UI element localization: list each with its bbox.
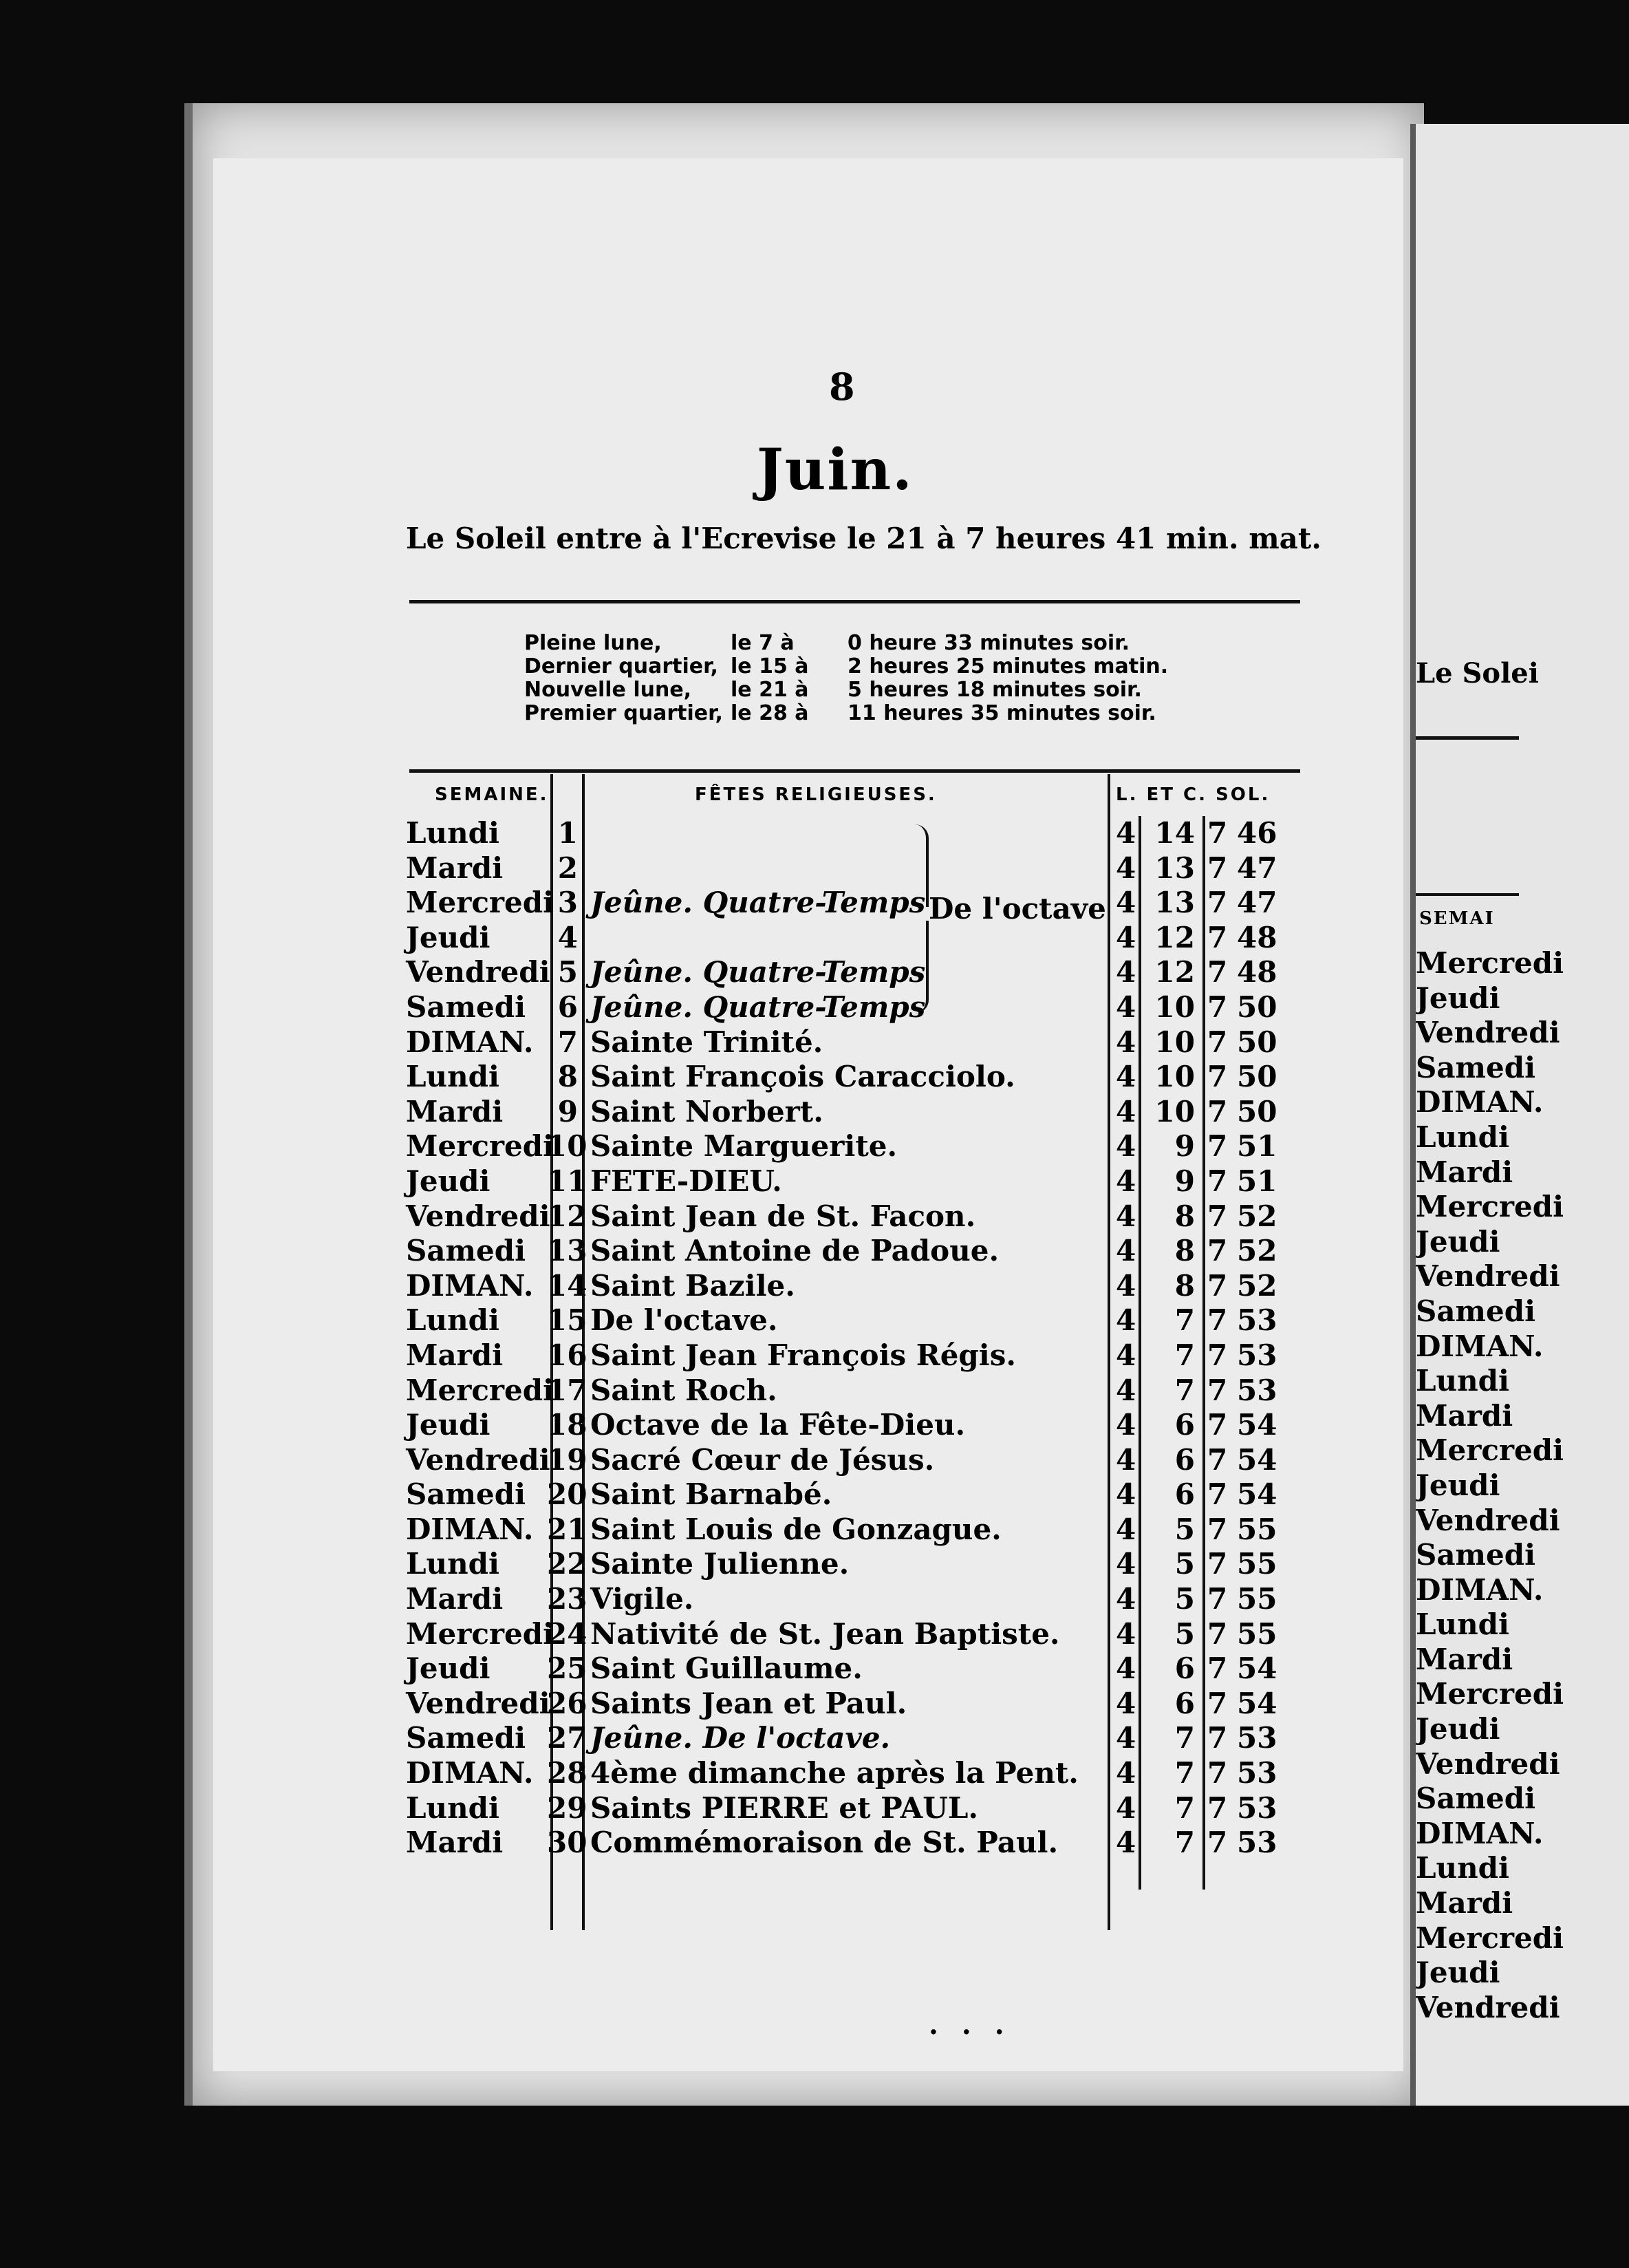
feast-cell: De l'octave. (590, 1303, 778, 1338)
date-cell: 26 (547, 1686, 587, 1720)
day-cell: Mardi (406, 1094, 504, 1128)
sunset-minute-cell: 55 (1237, 1582, 1277, 1616)
day-cell: DIMAN. (406, 1756, 534, 1790)
feast-cell: Saint Roch. (590, 1373, 777, 1407)
date-cell: 7 (557, 1025, 578, 1059)
day-cell: Mardi (406, 1582, 504, 1616)
date-cell: 21 (547, 1512, 587, 1546)
sunrise-hour-cell: 4 (1116, 1025, 1136, 1059)
sunrise-minute-cell: 7 (1174, 1756, 1195, 1790)
date-cell: 27 (547, 1721, 587, 1755)
date-cell: 29 (547, 1790, 587, 1825)
sunset-minute-cell: 50 (1237, 1094, 1277, 1128)
day-cell: Samedi (406, 989, 526, 1024)
sunrise-hour-cell: 4 (1116, 1373, 1136, 1407)
right-page-day: Mercredi (1416, 1190, 1564, 1224)
sunrise-minute-cell: 12 (1154, 920, 1195, 954)
day-cell: Jeudi (406, 1651, 490, 1686)
sunset-minute-cell: 46 (1237, 816, 1277, 850)
day-cell: DIMAN. (406, 1268, 534, 1303)
table-row (406, 1303, 1307, 1338)
sunrise-hour-cell: 4 (1116, 1721, 1136, 1755)
right-page-days (1416, 946, 1564, 2025)
right-page-day: Mercredi (1416, 946, 1564, 980)
table-row (406, 1234, 1307, 1269)
feast-cell: Saint Guillaume. (590, 1651, 863, 1686)
date-cell: 13 (547, 1234, 587, 1268)
sunrise-minute-cell: 10 (1154, 1094, 1195, 1128)
right-page (1410, 124, 1629, 2106)
right-page-day: Mercredi (1416, 1433, 1564, 1468)
day-cell: Mardi (406, 1826, 504, 1860)
right-page-day: Mardi (1416, 1155, 1513, 1189)
moon-phase-row: Pleine lune, le 7 à 0 heure 33 minutes soir. (524, 631, 1130, 655)
table-top-rule (409, 769, 1300, 773)
table-row (406, 1547, 1307, 1582)
right-page-day: Mardi (1416, 1642, 1513, 1676)
sunset-minute-cell: 52 (1237, 1199, 1277, 1233)
top-rule (409, 600, 1300, 603)
header-sol: L. ET C. SOL. (1116, 784, 1271, 805)
right-page-day: Lundi (1416, 1607, 1509, 1642)
day-cell: Lundi (406, 1547, 499, 1581)
sunrise-hour-cell: 4 (1116, 1268, 1136, 1303)
date-cell: 2 (557, 850, 578, 885)
sunset-minute-cell: 53 (1237, 1790, 1277, 1825)
day-cell: Jeudi (406, 1164, 490, 1198)
table-row (406, 1651, 1307, 1687)
date-cell: 3 (557, 886, 578, 920)
sunrise-hour-cell: 4 (1116, 1060, 1136, 1094)
feast-cell: 4ème dimanche après la Pent. (590, 1756, 1079, 1790)
date-cell: 15 (547, 1303, 587, 1338)
sunset-minute-cell: 47 (1237, 886, 1277, 920)
right-page-day: Samedi (1416, 1782, 1536, 1816)
moon-phase-row: Dernier quartier, le 15 à 2 heures 25 minutes matin. (524, 654, 1169, 678)
sunset-hour-cell: 7 (1207, 1721, 1228, 1755)
sunrise-minute-cell: 7 (1174, 1338, 1195, 1372)
day-cell: Samedi (406, 1477, 526, 1512)
sunrise-hour-cell: 4 (1116, 816, 1136, 850)
sunset-minute-cell: 54 (1237, 1408, 1277, 1442)
day-cell: DIMAN. (406, 1512, 534, 1546)
sunset-minute-cell: 50 (1237, 1060, 1277, 1094)
sunset-minute-cell: 48 (1237, 920, 1277, 954)
octave-note: De l'octave (929, 892, 1106, 926)
date-cell: 5 (557, 955, 578, 989)
sunrise-minute-cell: 8 (1174, 1199, 1195, 1233)
sun-entry-line: Le Soleil entre à l'Ecrevise le 21 à 7 heures 41 min. mat. (406, 522, 1321, 555)
right-page-day: DIMAN. (1416, 1329, 1544, 1363)
table-row (406, 886, 1307, 921)
right-page-day: Jeudi (1416, 1712, 1500, 1746)
month-title: Juin. (757, 437, 914, 503)
sunset-hour-cell: 7 (1207, 1651, 1228, 1686)
sunrise-hour-cell: 4 (1116, 920, 1136, 954)
feast-cell: Sainte Marguerite. (590, 1129, 898, 1164)
sunset-hour-cell: 7 (1207, 955, 1228, 989)
sunset-hour-cell: 7 (1207, 1512, 1228, 1546)
table-row (406, 1164, 1307, 1199)
sunrise-minute-cell: 6 (1174, 1477, 1195, 1512)
sunset-hour-cell: 7 (1207, 1338, 1228, 1372)
sunset-hour-cell: 7 (1207, 1477, 1228, 1512)
table-row (406, 1025, 1307, 1060)
feast-cell: Nativité de St. Jean Baptiste. (590, 1616, 1060, 1651)
day-cell: Vendredi (406, 955, 550, 989)
sunrise-hour-cell: 4 (1116, 1164, 1136, 1198)
right-page-day: Mercredi (1416, 1677, 1564, 1711)
sunrise-minute-cell: 7 (1174, 1373, 1195, 1407)
date-cell: 28 (547, 1756, 587, 1790)
feast-cell: Saint Bazile. (590, 1268, 795, 1303)
table-row (406, 1721, 1307, 1756)
day-cell: Mardi (406, 1338, 504, 1372)
date-cell: 17 (547, 1373, 587, 1407)
right-page-day: Lundi (1416, 1851, 1509, 1885)
sunrise-minute-cell: 5 (1174, 1582, 1195, 1616)
sunset-hour-cell: 7 (1207, 1686, 1228, 1720)
right-page-day: Lundi (1416, 1364, 1509, 1398)
sunrise-hour-cell: 4 (1116, 1756, 1136, 1790)
sunset-hour-cell: 7 (1207, 1060, 1228, 1094)
page-number: 8 (829, 365, 855, 409)
table-row (406, 1199, 1307, 1234)
table-row (406, 1791, 1307, 1826)
table-row (406, 1129, 1307, 1164)
right-page-day: Mercredi (1416, 1921, 1564, 1955)
sunset-minute-cell: 53 (1237, 1338, 1277, 1372)
right-page-day: Vendredi (1416, 1990, 1560, 2024)
date-cell: 4 (557, 920, 578, 954)
feast-cell: Saint François Caracciolo. (590, 1060, 1015, 1094)
sunrise-minute-cell: 5 (1174, 1616, 1195, 1651)
feast-cell: FETE-DIEU. (590, 1164, 782, 1198)
sunset-minute-cell: 47 (1237, 850, 1277, 885)
day-cell: Lundi (406, 816, 499, 850)
day-cell: DIMAN. (406, 1025, 534, 1059)
sunrise-hour-cell: 4 (1116, 1408, 1136, 1442)
table-row (406, 1095, 1307, 1130)
feast-cell: Saint Antoine de Padoue. (590, 1234, 1000, 1268)
sunset-hour-cell: 7 (1207, 1616, 1228, 1651)
sunset-minute-cell: 50 (1237, 989, 1277, 1024)
sunset-minute-cell: 55 (1237, 1512, 1277, 1546)
right-page-day: Mardi (1416, 1398, 1513, 1433)
header-semaine: SEMAINE. (435, 784, 549, 805)
sunset-hour-cell: 7 (1207, 1582, 1228, 1616)
table-row (406, 921, 1307, 956)
day-cell: Vendredi (406, 1442, 550, 1477)
day-cell: Lundi (406, 1060, 499, 1094)
feast-cell: Sacré Cœur de Jésus. (590, 1442, 935, 1477)
right-page-day: Samedi (1416, 1294, 1536, 1328)
sunset-minute-cell: 55 (1237, 1547, 1277, 1581)
day-cell: Jeudi (406, 920, 490, 954)
sunrise-hour-cell: 4 (1116, 1512, 1136, 1546)
table-row (406, 1408, 1307, 1443)
right-page-day: DIMAN. (1416, 1085, 1544, 1120)
table-row (406, 816, 1307, 851)
day-cell: Lundi (406, 1303, 499, 1338)
sunrise-minute-cell: 10 (1154, 989, 1195, 1024)
right-page-day: Vendredi (1416, 1503, 1560, 1537)
right-page-day: Samedi (1416, 1538, 1536, 1572)
sunrise-hour-cell: 4 (1116, 1477, 1136, 1512)
date-cell: 19 (547, 1442, 587, 1477)
date-cell: 22 (547, 1547, 587, 1581)
day-cell: Vendredi (406, 1199, 550, 1233)
sunrise-minute-cell: 14 (1154, 816, 1195, 850)
date-cell: 9 (557, 1094, 578, 1128)
sunrise-minute-cell: 6 (1174, 1686, 1195, 1720)
header-fetes: FÊTES RELIGIEUSES. (695, 784, 937, 805)
feast-cell: Octave de la Fête-Dieu. (590, 1408, 966, 1442)
right-page-title: Le Solei (1416, 657, 1539, 689)
sunset-hour-cell: 7 (1207, 1547, 1228, 1581)
sunset-minute-cell: 54 (1237, 1651, 1277, 1686)
sunrise-hour-cell: 4 (1116, 1129, 1136, 1164)
right-page-day: DIMAN. (1416, 1816, 1544, 1850)
sunrise-minute-cell: 13 (1154, 886, 1195, 920)
feast-cell: Saints PIERRE et PAUL. (590, 1790, 979, 1825)
date-cell: 30 (547, 1826, 587, 1860)
sunrise-hour-cell: 4 (1116, 1303, 1136, 1338)
sunset-minute-cell: 48 (1237, 955, 1277, 989)
sunrise-hour-cell: 4 (1116, 1547, 1136, 1581)
sunrise-hour-cell: 4 (1116, 1651, 1136, 1686)
table-row (406, 1582, 1307, 1617)
day-cell: Mercredi (406, 1129, 554, 1164)
table-row (406, 1373, 1307, 1409)
sunset-hour-cell: 7 (1207, 850, 1228, 885)
moon-phase-row: Premier quartier, le 28 à 11 heures 35 minutes soir. (524, 701, 1156, 725)
table-row (406, 1756, 1307, 1791)
date-cell: 16 (547, 1338, 587, 1372)
table-row (406, 1338, 1307, 1373)
sunset-minute-cell: 53 (1237, 1721, 1277, 1755)
sunset-minute-cell: 52 (1237, 1268, 1277, 1303)
sunrise-hour-cell: 4 (1116, 1199, 1136, 1233)
sunset-hour-cell: 7 (1207, 1303, 1228, 1338)
sunrise-hour-cell: 4 (1116, 1582, 1136, 1616)
right-page-day: Lundi (1416, 1120, 1509, 1154)
sunset-hour-cell: 7 (1207, 1826, 1228, 1860)
right-page-day: Jeudi (1416, 1468, 1500, 1502)
right-page-day: Jeudi (1416, 981, 1500, 1015)
right-page-day: Vendredi (1416, 1259, 1560, 1294)
right-page-day: Samedi (1416, 1050, 1536, 1084)
right-page-day: DIMAN. (1416, 1572, 1544, 1607)
right-page-day: Vendredi (1416, 1016, 1560, 1050)
sunset-minute-cell: 55 (1237, 1616, 1277, 1651)
sunset-hour-cell: 7 (1207, 1234, 1228, 1268)
feast-cell: Jeûne. Quatre-Temps (590, 955, 926, 989)
sunset-hour-cell: 7 (1207, 886, 1228, 920)
moon-phases (524, 632, 1168, 725)
sunset-hour-cell: 7 (1207, 989, 1228, 1024)
right-page-day: Mardi (1416, 1886, 1513, 1921)
date-cell: 12 (547, 1199, 587, 1233)
sunset-hour-cell: 7 (1207, 1094, 1228, 1128)
sunrise-minute-cell: 6 (1174, 1442, 1195, 1477)
moon-phase-row: Nouvelle lune, le 21 à 5 heures 18 minutes soir. (524, 678, 1142, 702)
sunrise-minute-cell: 8 (1174, 1234, 1195, 1268)
feast-cell: Vigile. (590, 1582, 694, 1616)
feast-cell: Sainte Julienne. (590, 1547, 850, 1581)
table-row (406, 1687, 1307, 1722)
sunset-minute-cell: 51 (1237, 1164, 1277, 1198)
sunset-hour-cell: 7 (1207, 1268, 1228, 1303)
sunrise-minute-cell: 9 (1174, 1164, 1195, 1198)
feast-cell: Saint Jean de St. Facon. (590, 1199, 976, 1233)
day-cell: Jeudi (406, 1408, 490, 1442)
sunrise-hour-cell: 4 (1116, 955, 1136, 989)
day-cell: Mercredi (406, 1616, 554, 1651)
right-page-day: Jeudi (1416, 1224, 1500, 1259)
feast-cell: Jeûne. Quatre-Temps (590, 886, 926, 920)
sunrise-hour-cell: 4 (1116, 886, 1136, 920)
sunset-hour-cell: 7 (1207, 1373, 1228, 1407)
date-cell: 6 (557, 989, 578, 1024)
sunrise-minute-cell: 12 (1154, 955, 1195, 989)
right-page-table-rule (1416, 893, 1519, 896)
table-row (406, 990, 1307, 1025)
calendar-table (406, 816, 1307, 1861)
footer-dots: · · · (929, 2016, 1011, 2048)
sunrise-hour-cell: 4 (1116, 1616, 1136, 1651)
sunrise-minute-cell: 9 (1174, 1129, 1195, 1164)
table-row (406, 1269, 1307, 1304)
sunset-hour-cell: 7 (1207, 1408, 1228, 1442)
right-page-day: Jeudi (1416, 1956, 1500, 1990)
date-cell: 8 (557, 1060, 578, 1094)
sunrise-hour-cell: 4 (1116, 989, 1136, 1024)
table-row (406, 1617, 1307, 1652)
day-cell: Lundi (406, 1790, 499, 1825)
sunrise-minute-cell: 13 (1154, 850, 1195, 885)
feast-cell: Commémoraison de St. Paul. (590, 1826, 1059, 1860)
sunrise-minute-cell: 10 (1154, 1060, 1195, 1094)
date-cell: 11 (547, 1164, 587, 1198)
sunrise-hour-cell: 4 (1116, 850, 1136, 885)
right-page-header: SEMAI (1419, 908, 1495, 929)
sunset-minute-cell: 53 (1237, 1303, 1277, 1338)
day-cell: Vendredi (406, 1686, 550, 1720)
sunrise-minute-cell: 6 (1174, 1408, 1195, 1442)
sunrise-minute-cell: 7 (1174, 1826, 1195, 1860)
sunset-minute-cell: 52 (1237, 1234, 1277, 1268)
right-page-rule (1416, 736, 1519, 740)
sunrise-hour-cell: 4 (1116, 1826, 1136, 1860)
sunset-hour-cell: 7 (1207, 1164, 1228, 1198)
feast-cell: Sainte Trinité. (590, 1025, 823, 1059)
sunset-minute-cell: 54 (1237, 1477, 1277, 1512)
sunset-hour-cell: 7 (1207, 816, 1228, 850)
sunset-hour-cell: 7 (1207, 1756, 1228, 1790)
sunset-hour-cell: 7 (1207, 1025, 1228, 1059)
sunrise-hour-cell: 4 (1116, 1790, 1136, 1825)
table-row (406, 1443, 1307, 1478)
date-cell: 25 (547, 1651, 587, 1686)
feast-cell: Jeûne. De l'octave. (590, 1721, 891, 1755)
sunrise-minute-cell: 8 (1174, 1268, 1195, 1303)
day-cell: Mercredi (406, 886, 554, 920)
sunset-hour-cell: 7 (1207, 1129, 1228, 1164)
date-cell: 20 (547, 1477, 587, 1512)
feast-cell: Saint Norbert. (590, 1094, 823, 1128)
sunset-minute-cell: 53 (1237, 1373, 1277, 1407)
day-cell: Samedi (406, 1721, 526, 1755)
day-cell: Mercredi (406, 1373, 554, 1407)
sunset-hour-cell: 7 (1207, 1442, 1228, 1477)
table-row (406, 1826, 1307, 1861)
table-row (406, 1512, 1307, 1548)
table-row (406, 1060, 1307, 1095)
sunrise-minute-cell: 5 (1174, 1547, 1195, 1581)
sunrise-hour-cell: 4 (1116, 1234, 1136, 1268)
date-cell: 23 (547, 1582, 587, 1616)
sunset-hour-cell: 7 (1207, 1790, 1228, 1825)
sunset-hour-cell: 7 (1207, 920, 1228, 954)
sunset-minute-cell: 53 (1237, 1826, 1277, 1860)
sunset-minute-cell: 51 (1237, 1129, 1277, 1164)
sunset-minute-cell: 54 (1237, 1442, 1277, 1477)
feast-cell: Jeûne. Quatre-Temps (590, 989, 926, 1024)
sunrise-hour-cell: 4 (1116, 1442, 1136, 1477)
sunrise-minute-cell: 5 (1174, 1512, 1195, 1546)
table-row (406, 1477, 1307, 1512)
right-page-day: Vendredi (1416, 1746, 1560, 1781)
date-cell: 18 (547, 1408, 587, 1442)
date-cell: 24 (547, 1616, 587, 1651)
sunrise-minute-cell: 6 (1174, 1651, 1195, 1686)
table-row (406, 851, 1307, 886)
sunset-minute-cell: 53 (1237, 1756, 1277, 1790)
feast-cell: Saint Barnabé. (590, 1477, 832, 1512)
day-cell: Samedi (406, 1234, 526, 1268)
sunrise-minute-cell: 7 (1174, 1303, 1195, 1338)
sunrise-hour-cell: 4 (1116, 1338, 1136, 1372)
sunset-minute-cell: 50 (1237, 1025, 1277, 1059)
date-cell: 10 (547, 1129, 587, 1164)
sunset-minute-cell: 54 (1237, 1686, 1277, 1720)
sunrise-hour-cell: 4 (1116, 1094, 1136, 1128)
sunrise-hour-cell: 4 (1116, 1686, 1136, 1720)
day-cell: Mardi (406, 850, 504, 885)
sunrise-minute-cell: 7 (1174, 1790, 1195, 1825)
date-cell: 14 (547, 1268, 587, 1303)
feast-cell: Saint Jean François Régis. (590, 1338, 1017, 1372)
feast-cell: Saints Jean et Paul. (590, 1686, 907, 1720)
feast-cell: Saint Louis de Gonzague. (590, 1512, 1002, 1546)
sunrise-minute-cell: 7 (1174, 1721, 1195, 1755)
sunrise-minute-cell: 10 (1154, 1025, 1195, 1059)
date-cell: 1 (557, 816, 578, 850)
sunset-hour-cell: 7 (1207, 1199, 1228, 1233)
table-row (406, 955, 1307, 990)
